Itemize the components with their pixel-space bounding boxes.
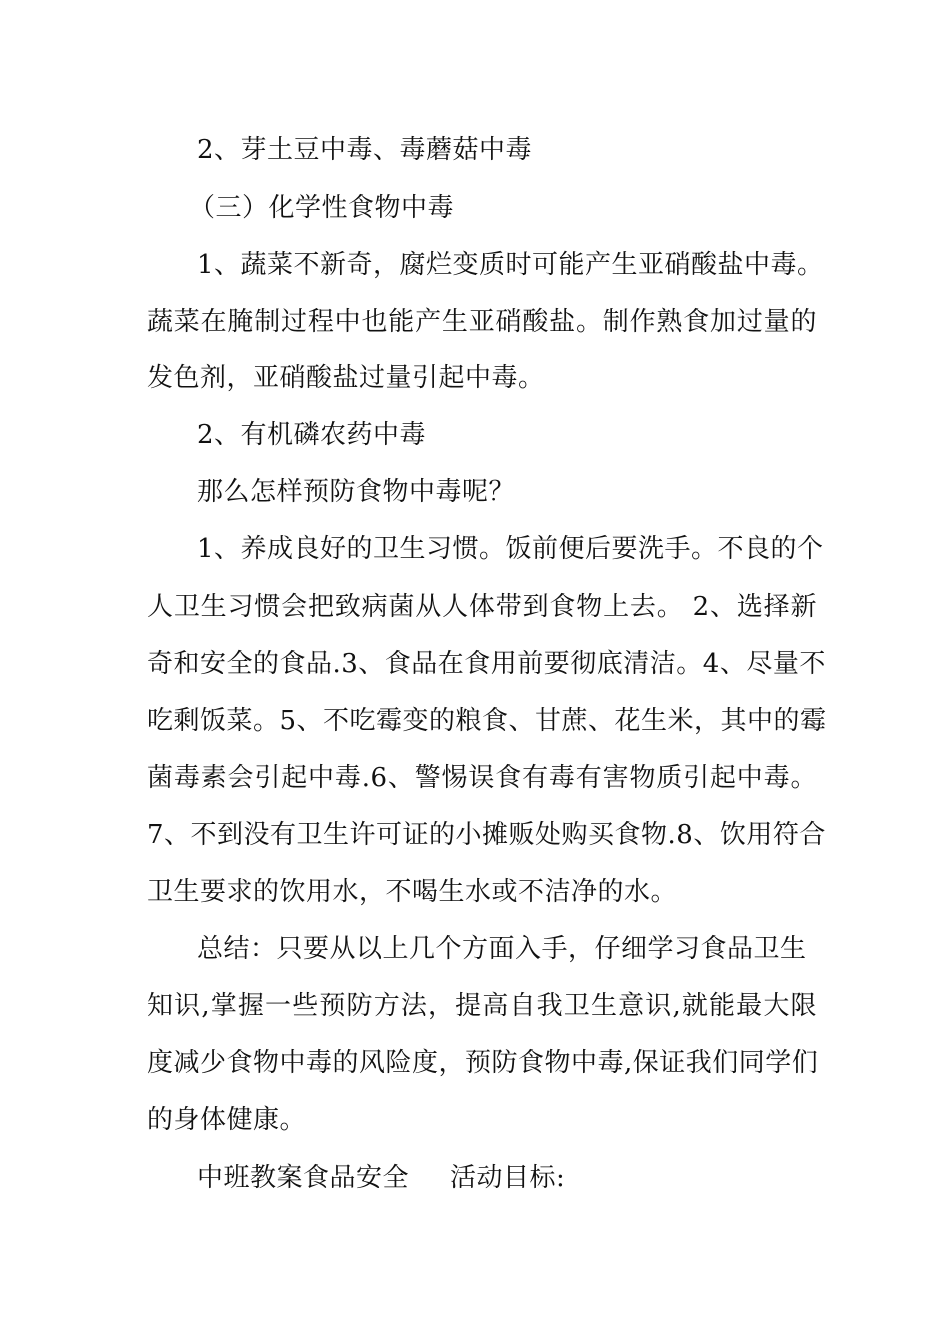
text-line: 7、不到没有卫生许可证的小摊贩处购买食物.8、饮用符合 [147, 820, 826, 850]
text-line: 吃剩饭菜。5、不吃霉变的粮食、甘蔗、花生米，其中的霉 [147, 706, 827, 736]
text-line: 1、蔬菜不新奇，腐烂变质时可能产生亚硝酸盐中毒。 [197, 250, 824, 280]
text-line: 度减少食物中毒的风险度，预防食物中毒,保证我们同学们 [147, 1048, 819, 1078]
text-line: 蔬菜在腌制过程中也能产生亚硝酸盐。制作熟食加过量的 [147, 307, 817, 337]
text-line: 卫生要求的饮用水，不喝生水或不洁净的水。 [147, 877, 678, 907]
text-line: 的身体健康。 [147, 1105, 307, 1135]
text-line: 奇和安全的食品.3、食品在食用前要彻底清洁。4、尽量不 [147, 649, 826, 679]
text-line: 那么怎样预防食物中毒呢？ [197, 477, 516, 507]
text-line: 菌毒素会引起中毒.6、警惕误食有毒有害物质引起中毒。 [147, 763, 817, 793]
section-heading: 活动目标: [450, 1163, 566, 1193]
section-heading: 中班教案食品安全 [197, 1163, 410, 1193]
text-line: 2、芽土豆中毒、毒蘑菇中毒 [197, 135, 533, 165]
text-line: 总结：只要从以上几个方面入手，仔细学习食品卫生 [197, 934, 807, 964]
section-heading: （三）化学性食物中毒 [189, 193, 455, 223]
text-line: 知识,掌握一些预防方法，提高自我卫生意识,就能最大限 [147, 991, 817, 1021]
text-line: 2、有机磷农药中毒 [197, 420, 427, 450]
text-line: 发色剂，亚硝酸盐过量引起中毒。 [147, 363, 545, 393]
text-line: 人卫生习惯会把致病菌从人体带到食物上去。 2、选择新 [147, 592, 817, 622]
text-line: 1、养成良好的卫生习惯。饭前便后要洗手。不良的个 [197, 534, 824, 564]
